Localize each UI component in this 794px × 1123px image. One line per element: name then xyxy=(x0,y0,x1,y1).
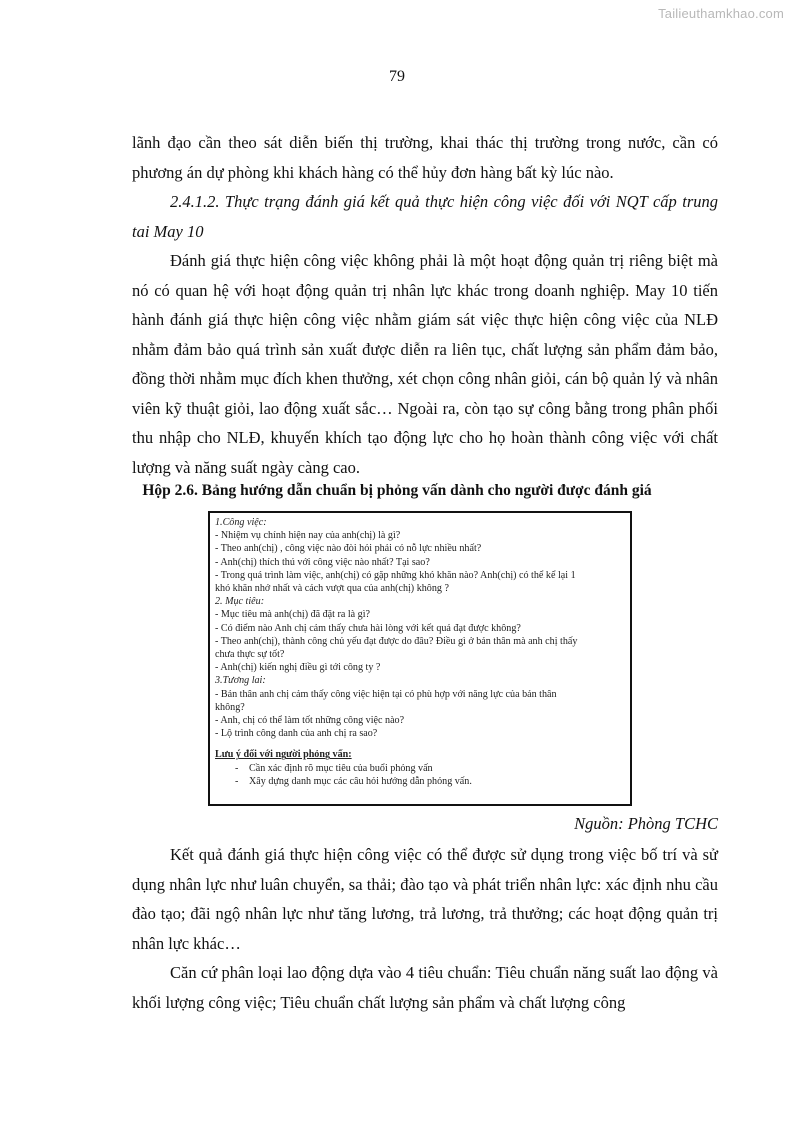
watermark: Tailieuthamkhao.com xyxy=(658,6,784,21)
box-line: - Bản thân anh chị cảm thấy công việc hiện tại có phù hợp với năng lực của bản thân xyxy=(215,688,557,700)
box-section-title: 1.Công việc: xyxy=(215,517,267,528)
box-line: - Anh(chị) kiến nghị điều gì tới công ty ? xyxy=(215,662,381,674)
box-line: - Mục tiêu mà anh(chị) đã đặt ra là gì? xyxy=(215,609,370,621)
body-text-bottom xyxy=(132,840,718,1017)
box-line: chưa thực sự tốt? xyxy=(215,649,285,661)
interview-guide-box xyxy=(208,511,632,806)
box-line: - Lộ trình công danh của anh chị ra sao? xyxy=(215,728,378,740)
paragraph: Kết quả đánh giá thực hiện công việc có thể được sử dụng trong việc bố trí và sử dụng nhân lực như luân chuyển, sa thải; đào tạo và phát triển nhân lực: xác định nhu cầu đào tạo; đãi ngộ nhân lực như tăng lương, trả lương, trả thưởng; các hoạt động quản trị nhân lực khác… xyxy=(132,845,718,953)
box-line: - Theo anh(chị), thành công chủ yếu đạt được do đâu? Điều gì ở bản thân mà anh chị thấy xyxy=(215,635,578,647)
box-line: - Trong quá trình làm việc, anh(chị) có gặp những khó khăn nào? Anh(chị) có thể kể lại 1 xyxy=(215,569,576,581)
box-note-item: - Xây dựng danh mục các câu hỏi hướng dẫn phỏng vấn. xyxy=(215,775,626,788)
box-line: - Có điểm nào Anh chị cảm thấy chưa hài lòng với kết quả đạt được không? xyxy=(215,622,521,634)
paragraph: Đánh giá thực hiện công việc không phải là một hoạt động quản trị riêng biệt mà nó có quan hệ với hoạt động quản trị nhân lực khác trong doanh nghiệp. May 10 tiến hành đánh giá thực hiện công việc nhằm giám sát việc thực hiện công việc của NLĐ nhằm đảm bảo quá trình sản xuất được diễn ra liên tục, chất lượng sản phẩm đảm bảo, đồng thời nhằm mục đích khen thưởng, xét chọn công nhân giỏi, cán bộ quản lý và nhân viên kỹ thuật giỏi, lao động xuất sắc… Ngoài ra, còn tạo sự công bằng trong phân phối thu nhập cho NLĐ, khuyến khích tạo động lực cho họ hoàn thành công việc với chất lượng và năng suất ngày càng cao. xyxy=(132,251,718,477)
box-section-title: 3.Tương lai: xyxy=(215,675,266,687)
paragraph: Căn cứ phân loại lao động dựa vào 4 tiêu chuẩn: Tiêu chuẩn năng suất lao động và khối lượng công việc; Tiêu chuẩn chất lượng sản phẩm và chất lượng công xyxy=(132,963,718,1012)
box-line: - Anh(chị) thích thú với công việc nào nhất? Tại sao? xyxy=(215,556,430,568)
box-line: - Nhiệm vụ chính hiện nay của anh(chị) là gì? xyxy=(215,530,401,542)
paragraph: lãnh đạo cần theo sát diễn biến thị trường, khai thác thị trường trong nước, cần có phương án dự phòng khi khách hàng có thể hủy đơn hàng bất kỳ lúc nào. xyxy=(132,133,718,182)
box-line: không? xyxy=(215,701,245,713)
body-text-top xyxy=(132,128,718,482)
box-line: - Theo anh(chị) , công việc nào đòi hỏi phải có nỗ lực nhiều nhất? xyxy=(215,543,482,555)
box-line: - Anh, chị có thể làm tốt những công việc nào? xyxy=(215,715,405,727)
box-note-title: Lưu ý đối với người phỏng vấn: xyxy=(215,749,352,761)
box-section-title: 2. Mục tiêu: xyxy=(215,596,265,608)
box-title: Hộp 2.6. Bảng hướng dẫn chuẩn bị phỏng vấn dành cho người được đánh giá xyxy=(142,482,652,499)
source-caption: Nguồn: Phòng TCHC xyxy=(574,814,718,833)
box-line: khó khăn nhớ nhất và cách vượt qua của anh(chị) không ? xyxy=(215,583,449,595)
box-note-item: - Cần xác định rõ mục tiêu của buổi phỏng vấn xyxy=(215,762,626,775)
page-number: 79 xyxy=(389,68,405,85)
section-heading: 2.4.1.2. Thực trạng đánh giá kết quả thực hiện công việc đối với NQT cấp trung tai May 10 xyxy=(132,192,718,241)
